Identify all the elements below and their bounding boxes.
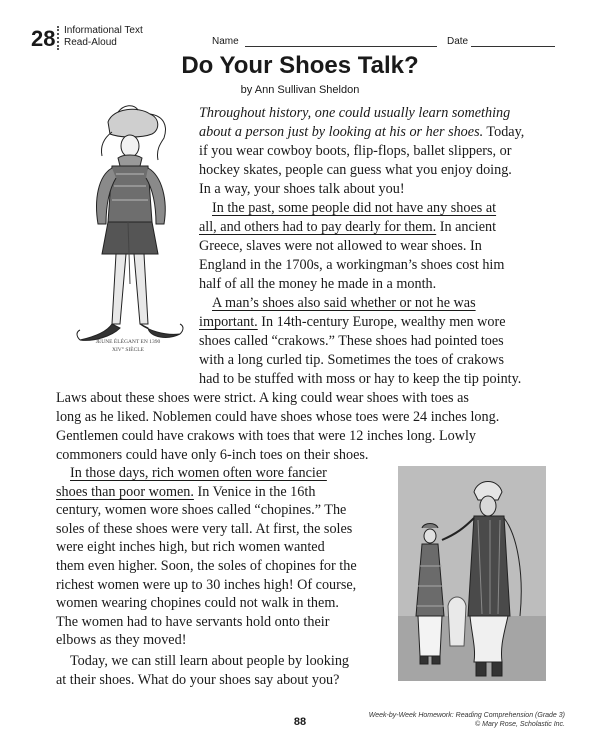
footer-credit-line-1: Week-by-Week Homework: Reading Comprehension (Grade 3) (368, 712, 565, 719)
p4-line-3: century, women wore shoes called “chopines.” The (56, 502, 347, 519)
p3-line-2 (199, 313, 506, 332)
p3-line-1: A man’s shoes also said whether or not he was (212, 295, 476, 311)
p2-line-2 (199, 218, 496, 237)
p2-main-idea: all, and others had to pay dearly for them. (199, 219, 437, 235)
p4-line-8: women wearing chopines could not walk in them. (56, 595, 339, 612)
crakow-man-drawing (68, 104, 188, 366)
date-label: Date (447, 36, 469, 47)
p3-line-7: long as he liked. Noblemen could have shoes whose toes were 24 inches long. (56, 409, 500, 425)
page-title: Do Your Shoes Talk? (181, 52, 419, 79)
footer-credit-line-2: © Mary Rose, Scholastic Inc. (475, 721, 565, 728)
passage-number: 28 (31, 26, 56, 51)
p4-line-4: soles of these shoes were very tall. At first, the soles (56, 520, 353, 537)
p3-line-3: shoes called “crakows.” These shoes had pointed toes (199, 333, 504, 349)
page-number: 88 (293, 716, 307, 728)
p5-line-2: at their shoes. What do your shoes say about you? (56, 671, 340, 688)
caption-line-2: XIV° SIÈCLE (112, 347, 144, 353)
p5-line-1: Today, we can still learn about people by looking (70, 653, 350, 669)
p4-line-10: elbows as they moved! (56, 632, 187, 649)
category-line-1: Informational Text (64, 25, 143, 36)
p1-line-3: if you wear cowboy boots, flip-flops, ballet slippers, or (199, 143, 512, 159)
p4-line-2-rest: In Venice in the 16th (193, 483, 316, 500)
category-line-2: Read-Aloud (64, 37, 117, 48)
p1-line-2-rest: Today, (483, 124, 525, 140)
p3-line-2-rest: In 14th-century Europe, wealthy men wore (257, 314, 506, 330)
p4-line-7: richest women were up to 30 inches high! Of course, (56, 576, 357, 593)
p2-line-3: Greece, slaves were not allowed to wear shoes. In (199, 238, 482, 254)
p2-line-1: In the past, some people did not have any shoes at (212, 200, 497, 216)
p4-main-idea: shoes than poor women. (56, 483, 194, 500)
name-label: Name (212, 36, 239, 47)
p4-line-1: In those days, rich women often wore fancier (70, 465, 327, 481)
p1-line-2 (199, 123, 524, 142)
crakow-man-illustration (68, 104, 188, 366)
name-field[interactable] (245, 46, 437, 47)
chopines-women-drawing (398, 466, 546, 681)
p2-line-2-rest: In ancient (436, 219, 497, 235)
p3-main-idea: important. (199, 314, 258, 330)
p3-line-5: had to be stuffed with moss or hay to keep the tip pointy. (199, 371, 522, 387)
p3-line-6: Laws about these shoes were strict. A king could wear shoes with toes as (56, 390, 469, 406)
chopines-women-photo (398, 466, 546, 681)
p3-line-4: with a long curled tip. Sometimes the toes of crakows (199, 352, 504, 368)
p3-line-8: Gentlemen could have crakows with toes that were 12 inches long. Lowly (56, 428, 476, 444)
illustration-caption (68, 338, 188, 354)
p4-line-9: The women had to have servants hold onto their (56, 613, 330, 630)
p1-line-4: hockey skates, people can guess what you enjoy doing. (199, 162, 512, 178)
p2-line-5: half of all the money he made in a month. (199, 276, 437, 292)
passage-category (64, 25, 143, 49)
p3-line-9: commoners could have only 6-inch toes on their shoes. (56, 447, 369, 463)
p4-line-6: them even higher. Soon, the soles of chopines for the (56, 558, 357, 574)
p2-line-4: England in the 1700s, a workingman’s shoes cost him (199, 257, 505, 273)
p1-line-5: In a way, your shoes talk about you! (199, 181, 405, 197)
caption-line-1: JEUNE ÉLÉGANT EN 1390 (95, 339, 161, 345)
p1-line-1: Throughout history, one could usually learn something (199, 105, 511, 121)
date-field[interactable] (471, 46, 555, 47)
byline: by Ann Sullivan Sheldon (240, 84, 360, 96)
p1-line-2-italic: about a person just by looking at his or her shoes. (199, 124, 484, 140)
p4-line-5: were eight inches high, but rich women wanted (56, 539, 325, 556)
header-divider (57, 26, 59, 50)
p4-line-2 (56, 483, 315, 502)
